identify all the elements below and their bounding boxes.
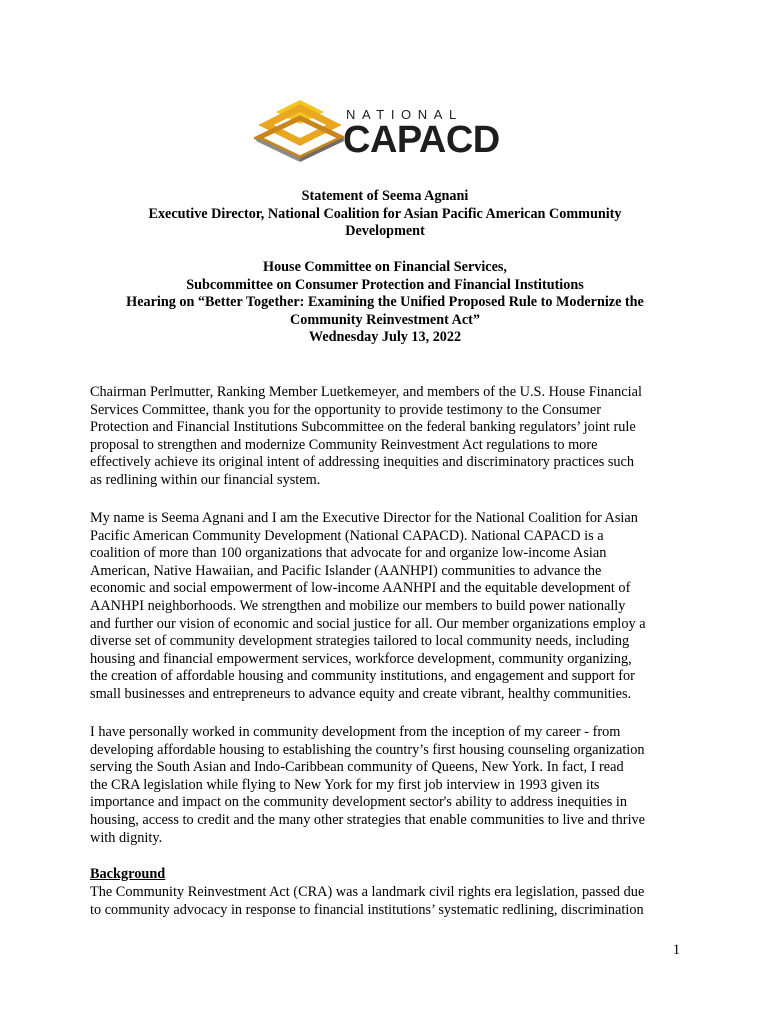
- text-line: housing and financial empowerment services, workforce development, community organizing,: [90, 650, 632, 667]
- text-line: the creation of affordable housing and community institutions, and engagement and support for: [90, 668, 635, 685]
- text-line: AANHPI neighborhoods. We strengthen and mobilize our members to build power nationally: [90, 597, 626, 614]
- layered-diamond-logo-icon: [254, 98, 344, 164]
- text-line: as redlining within our financial system.: [90, 471, 321, 488]
- text-line: Protection and Financial Institutions Subcommittee on the federal banking regulators’ joint rule: [90, 419, 636, 436]
- paragraph-about-capacd: [90, 510, 646, 704]
- text-line: Pacific American Community Development (National CAPACD). National CAPACD is a: [90, 527, 604, 544]
- page-number: 1: [672, 942, 680, 958]
- section-heading-background: Background: [90, 866, 166, 882]
- logo-capacd-text: CAPACD: [343, 119, 500, 161]
- statement-heading: [60, 188, 710, 241]
- text-line: serving the South Asian and Indo-Caribbean community of Queens, New York. In fact, I read: [90, 759, 624, 776]
- text-line: developing affordable housing to establishing the country’s first housing counseling organization: [90, 741, 645, 758]
- text-line: effectively achieve its original intent of addressing inequities and discriminatory practices such: [90, 454, 635, 471]
- text-line: with dignity.: [90, 829, 163, 846]
- text-line: The Community Reinvestment Act (CRA) was a landmark civil rights era legislation, passed due: [90, 884, 645, 900]
- text-line: I have personally worked in community development from the inception of my career - from: [90, 724, 621, 740]
- heading-line: Hearing on “Better Together: Examining the Unified Proposed Rule to Modernize the: [126, 294, 644, 311]
- text-line: importance and impact on the community development sector's ability to address inequities in: [90, 794, 627, 811]
- heading-line: Wednesday July 13, 2022: [308, 329, 462, 346]
- text-line: and further our vision of economic and social justice for all. Our member organizations employ a: [90, 615, 646, 632]
- text-line: to community advocacy in response to financial institutions’ systematic redlining, discrimination: [90, 901, 644, 918]
- text-line: economic and social empowerment of low-income AANHPI and the equitable development of: [90, 580, 631, 597]
- paragraph-personal-experience: [90, 724, 645, 847]
- heading-line: Executive Director, National Coalition for Asian Pacific American Community: [148, 205, 622, 222]
- heading-line: Development: [345, 223, 425, 240]
- text-line: Chairman Perlmutter, Ranking Member Luetkemeyer, and members of the U.S. House Financial: [90, 384, 642, 400]
- heading-line: Community Reinvestment Act”: [290, 311, 480, 328]
- text-line: Services Committee, thank you for the opportunity to provide testimony to the Consumer: [90, 401, 602, 418]
- heading-line: Subcommittee on Consumer Protection and Financial Institutions: [186, 276, 584, 293]
- paragraph-introduction: [90, 384, 642, 490]
- text-line: proposal to strengthen and modernize Community Reinvestment Act regulations to more: [90, 436, 598, 453]
- text-line: small businesses and entrepreneurs to advance equity and create vibrant, healthy communities.: [90, 685, 632, 702]
- logo-national-text: NATIONAL: [346, 107, 463, 122]
- text-line: American, Native Hawaiian, and Pacific Islander (AANHPI) communities to advance the: [90, 562, 602, 579]
- heading-line: House Committee on Financial Services,: [263, 259, 507, 275]
- national-capacd-logo: [254, 98, 516, 164]
- hearing-heading: [60, 259, 710, 347]
- text-line: coalition of more than 100 organizations that advocate for and organize low-income Asian: [90, 545, 607, 562]
- text-line: My name is Seema Agnani and I am the Executive Director for the National Coalition for Asian: [90, 510, 638, 526]
- paragraph-background: [90, 884, 644, 919]
- text-line: the CRA legislation while flying to New York for my first job interview in 1993 given its: [90, 776, 600, 793]
- text-line: housing, access to credit and the many other strategies that enable communities to live and thrive: [90, 811, 646, 828]
- text-line: diverse set of community development strategies tailored to local community needs, including: [90, 633, 630, 650]
- heading-line: Statement of Seema Agnani: [301, 188, 469, 204]
